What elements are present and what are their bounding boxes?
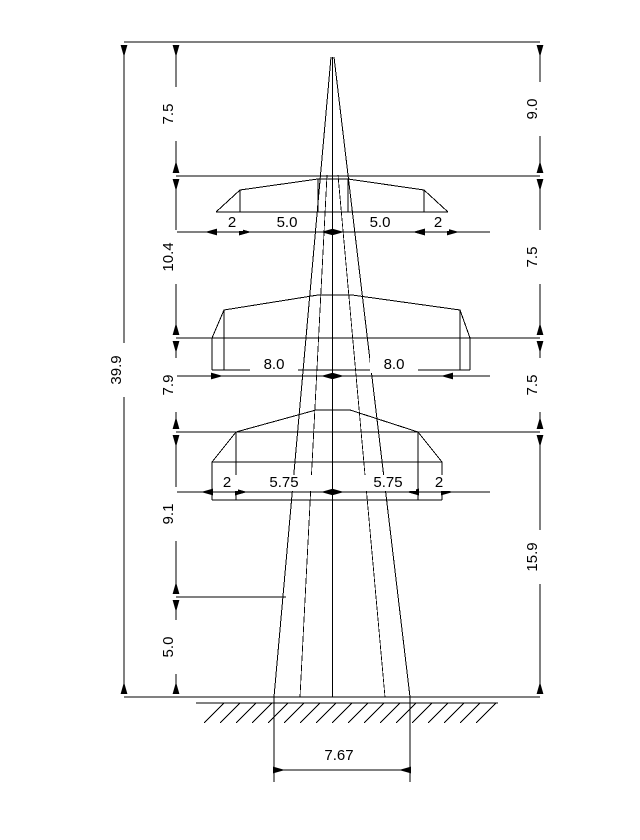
dim-label-left-4: 9.1 — [161, 487, 177, 541]
dim-label-right-4: 15.9 — [525, 530, 541, 584]
dim-label-left-2: 10.4 — [161, 230, 177, 284]
dim-label-left-1: 7.5 — [161, 87, 177, 141]
dim-label-lower-arm-3: 5.75 — [360, 475, 416, 491]
dim-label-lower-arm-2: 5.75 — [256, 475, 312, 491]
dim-label-top-arm-4: 2 — [427, 215, 449, 231]
dim-label-total-height: 39.9 — [109, 343, 125, 397]
dim-label-top-arm-3: 5.0 — [358, 215, 402, 231]
dim-label-top-arm-1: 2 — [221, 215, 243, 231]
dim-label-top-arm-2: 5.0 — [265, 215, 309, 231]
dim-label-left-5: 5.0 — [161, 620, 177, 674]
dim-label-left-3: 7.9 — [161, 358, 177, 412]
dim-label-lower-arm-4: 2 — [428, 475, 450, 491]
dim-label-lower-arm-1: 2 — [216, 475, 238, 491]
dim-label-right-3: 7.5 — [525, 358, 541, 412]
tower-outline — [274, 57, 410, 697]
dim-label-right-2: 7.5 — [525, 230, 541, 284]
ground-line — [196, 703, 498, 723]
top-crossarm — [216, 179, 448, 212]
dim-label-right-1: 9.0 — [525, 82, 541, 136]
base-width-extension — [274, 697, 410, 782]
dim-label-base-width: 7.67 — [311, 748, 367, 764]
dim-label-middle-arm-2: 8.0 — [370, 357, 418, 373]
dim-label-middle-arm-1: 8.0 — [250, 357, 298, 373]
